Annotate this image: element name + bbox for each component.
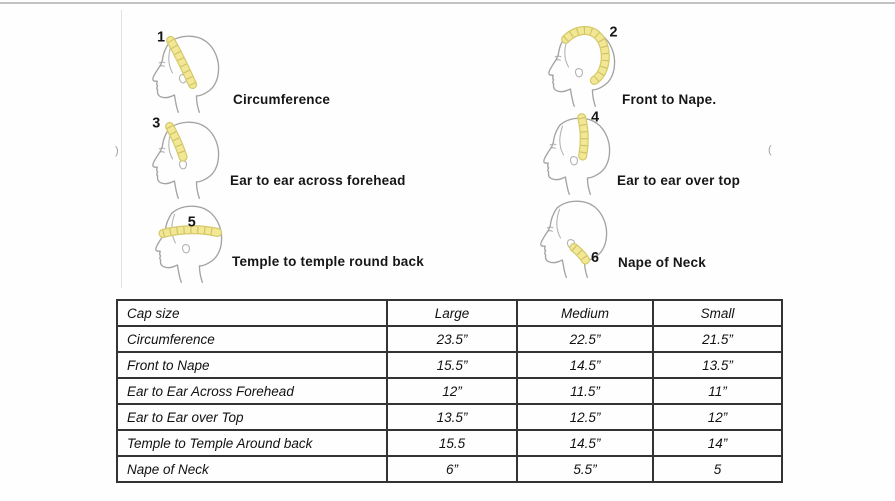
value-large: 23.5” — [387, 326, 517, 352]
col-header-small: Small — [653, 300, 782, 326]
stray-mark-left: ) — [115, 145, 119, 157]
measurement-number: 4 — [591, 110, 600, 126]
table-header-row — [117, 300, 782, 326]
measurement-number: 3 — [152, 115, 161, 132]
head-diagram-nape-of-neck — [524, 193, 620, 283]
hairline — [560, 126, 564, 155]
hairline — [557, 209, 561, 238]
value-large: 15.5” — [387, 352, 517, 378]
value-small: 11” — [653, 378, 782, 404]
row-label: Nape of Neck — [117, 456, 387, 482]
value-small: 13.5” — [653, 352, 782, 378]
label-front-to-nape: Front to Nape. — [622, 92, 717, 107]
head-profile-illustration — [139, 198, 235, 288]
head-diagram-temple-to-temple — [139, 198, 235, 288]
head-diagram-circumference — [136, 28, 232, 118]
ear — [570, 157, 577, 165]
table-row — [117, 326, 782, 352]
photo-edge-line — [121, 10, 122, 288]
row-label: Circumference — [117, 326, 387, 352]
label-ear-to-ear-over-top: Ear to ear over top — [617, 173, 741, 188]
row-label: Ear to Ear Across Forehead — [117, 378, 387, 404]
table-row — [117, 378, 782, 404]
row-label: Ear to Ear over Top — [117, 404, 387, 430]
head-profile-illustration — [524, 193, 620, 283]
label-nape-of-neck: Nape of Neck — [618, 255, 706, 270]
head-diagram-front-to-nape — [532, 22, 628, 112]
value-medium: 11.5” — [517, 378, 653, 404]
col-header-cap-size: Cap size — [117, 300, 387, 326]
ear — [179, 161, 186, 169]
value-small: 5 — [653, 456, 782, 482]
value-medium: 14.5” — [517, 352, 653, 378]
value-small: 14” — [653, 430, 782, 456]
head-profile-illustration — [136, 28, 232, 118]
table-row — [117, 352, 782, 378]
col-header-large: Large — [387, 300, 517, 326]
ear — [182, 245, 189, 253]
row-label: Front to Nape — [117, 352, 387, 378]
measurement-number: 1 — [157, 29, 166, 46]
head-diagram-ear-to-ear-over-top — [527, 110, 623, 200]
value-small: 21.5” — [653, 326, 782, 352]
value-medium: 14.5” — [517, 430, 653, 456]
head-outline — [172, 206, 222, 282]
value-medium: 22.5” — [517, 326, 653, 352]
cap-size-table — [116, 299, 783, 483]
measurement-number: 5 — [187, 214, 196, 231]
head-profile-illustration — [532, 22, 628, 112]
value-medium: 12.5” — [517, 404, 653, 430]
label-circumference: Circumference — [233, 92, 331, 107]
head-profile-illustration — [527, 110, 623, 200]
table-row — [117, 404, 782, 430]
value-large: 6” — [387, 456, 517, 482]
table-row — [117, 430, 782, 456]
table-row — [117, 456, 782, 482]
value-large: 12” — [387, 378, 517, 404]
head-profile-illustration — [136, 114, 232, 204]
col-header-medium: Medium — [517, 300, 653, 326]
measurement-number: 6 — [590, 249, 599, 266]
value-large: 15.5 — [387, 430, 517, 456]
measurement-number: 2 — [609, 24, 618, 41]
value-medium: 5.5” — [517, 456, 653, 482]
head-diagram-ear-to-ear-forehead — [136, 114, 232, 204]
label-temple-to-temple: Temple to temple round back — [232, 254, 424, 269]
ear — [575, 69, 582, 77]
row-label: Temple to Temple Around back — [117, 430, 387, 456]
stray-mark-right: ( — [768, 144, 772, 156]
head-outline — [557, 201, 607, 277]
value-small: 12” — [653, 404, 782, 430]
top-border-line — [0, 2, 895, 4]
label-ear-to-ear-forehead: Ear to ear across forehead — [230, 173, 406, 188]
value-large: 13.5” — [387, 404, 517, 430]
